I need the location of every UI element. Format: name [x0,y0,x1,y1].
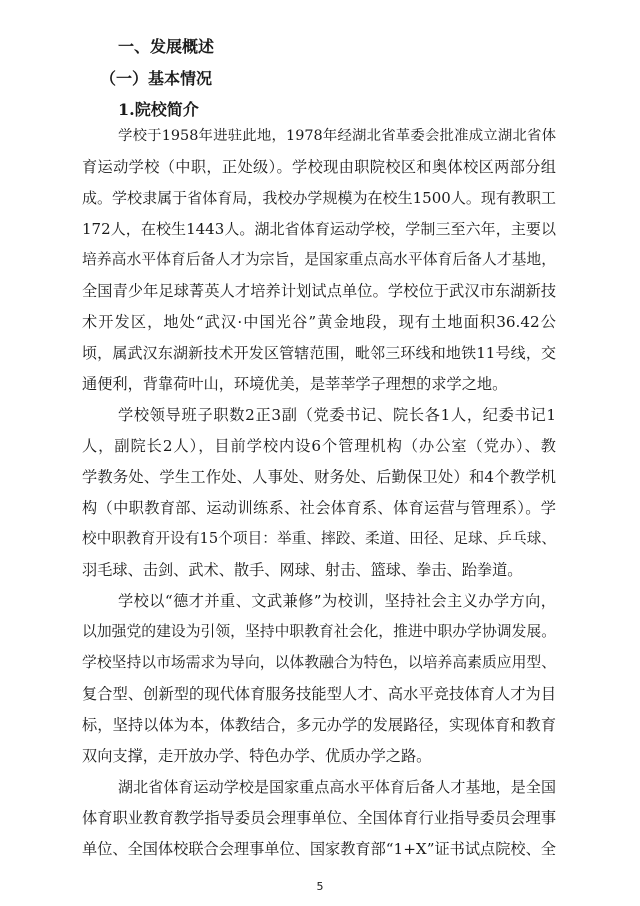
heading-level-3: 1.院校简介 [118,100,199,119]
text-line: 标，坚持以体为本，体教结合，多元办学的发展路径，实现体育和教育 [82,716,556,734]
text-line: 双向支撑，走开放办学、特色办学、优质办学之路。 [82,747,432,765]
text-line: 以加强党的建设为引领，坚持中职教育社会化，推进中职办学协调发展。 [82,623,556,640]
text-line: 育运动学校（中职，正处级）。学校现由职院校区和奥体校区两部分组 [82,158,556,176]
text-line: 学校领导班子职数2正3副（党委书记、院长各1人，纪委书记1 [118,406,556,424]
text-line: 学校于1958年进驻此地，1978年经湖北省革委会批准成立湖北省体 [118,128,556,144]
text-line: 体育职业教育教学指导委员会理事单位、全国体育行业指导委员会理事 [82,809,556,827]
heading-level-1: 一、发展概述 [118,37,215,56]
text-line: 术开发区，地处“武汉·中国光谷”黄金地段，现有土地面积36.42公 [82,313,556,331]
text-line: 172人，在校生1443人。湖北省体育运动学校，学制三至六年，主要以 [82,220,556,238]
text-line: 学校坚持以市场需求为导向，以体教融合为特色，以培养高素质应用型、 [82,654,556,671]
text-line: 湖北省体育运动学校是国家重点高水平体育后备人才基地，是全国 [118,778,556,796]
page-number: 5 [316,880,324,893]
text-line: 顷，属武汉东湖新技术开发区管辖范围，毗邻三环线和地铁11号线，交 [82,344,556,362]
text-line: 学校以“德才并重、文武兼修”为校训，坚持社会主义办学方向， [118,592,556,610]
text-line: 构（中职教育部、运动训练系、社会体育系、体育运营与管理系）。学 [82,499,556,517]
text-line: 人，副院长2人），目前学校内设6个管理机构（办公室（党办）、教 [82,437,556,455]
text-line: 羽毛球、击剑、武术、散手、网球、射击、篮球、拳击、跆拳道。 [82,561,523,579]
text-line: 培养高水平体育后备人才为宗旨，是国家重点高水平体育后备人才基地， [82,251,556,268]
text-line: 校中职教育开设有15个项目：举重、摔跤、柔道、田径、足球、乒乓球、 [82,530,556,547]
text-line: 通便利，背靠荷叶山，环境优美，是莘莘学子理想的求学之地。 [82,375,508,393]
heading-level-2: （一）基本情况 [100,69,213,88]
text-line: 复合型、创新型的现代体育服务技能型人才、高水平竞技体育人才为目 [82,685,556,703]
text-line: 学教务处、学生工作处、人事处、财务处、后勤保卫处）和4个教学机 [82,468,556,486]
text-line: 成。学校隶属于省体育局，我校办学规模为在校生1500人。现有教职工 [82,189,556,207]
text-line: 单位、全国体校联合会理事单位、国家教育部“1+X”证书试点院校、全 [82,840,556,858]
text-line: 全国青少年足球菁英人才培养计划试点单位。学校位于武汉市东湖新技 [82,282,556,300]
